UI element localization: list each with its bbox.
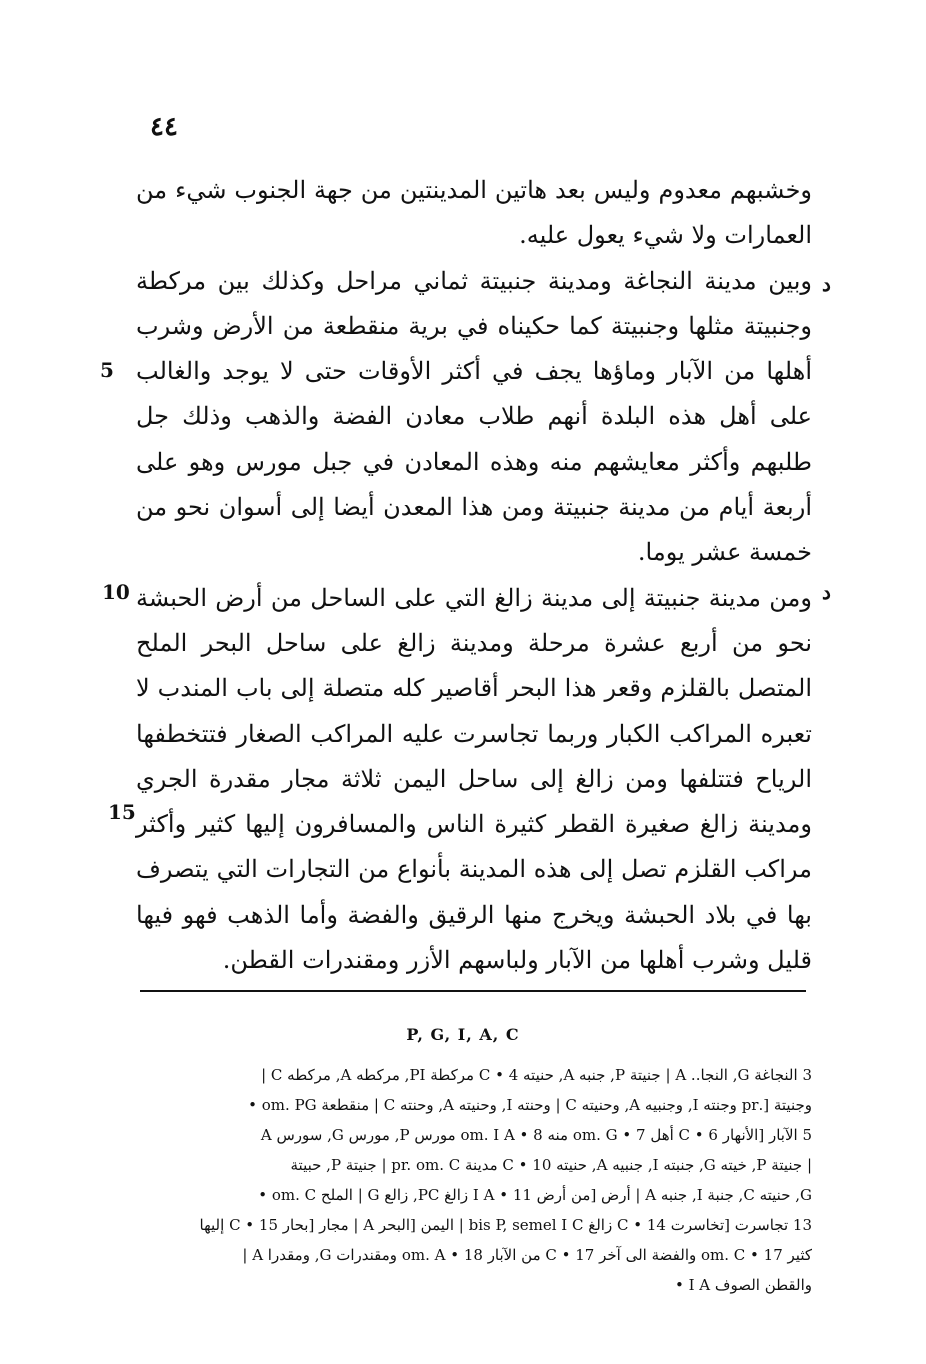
page-number: ٤٤: [150, 112, 178, 142]
line-number-10: 10: [102, 580, 130, 604]
apparatus-line: 3 النجاغة G, النجا.. A | جنيتة P, جنبه A, حنيته C • 4 مركطة PI, مركطه A, مركطه C |: [261, 1066, 812, 1084]
apparatus-line: كثير om. C • 17 والفضة الى آخر C • 17 من الآبار om. A • 18 ومقندرات G, ومقدرا A |: [242, 1246, 812, 1264]
critical-apparatus: [136, 1060, 812, 1300]
main-text: [136, 168, 812, 983]
manuscript-sigla: P, G, I, A, C: [406, 1025, 520, 1044]
apparatus-line: | جنيتة P, خيته G, جنبته I, جنبيه A, حنيته C • 10 مدينة pr. om. C | جنيتة P, حبيتة: [290, 1156, 812, 1174]
line-number-15: 15: [108, 800, 136, 824]
line-number-5: 5: [100, 358, 114, 382]
paragraph-mark: د: [822, 272, 831, 296]
footnote-separator: [140, 990, 806, 992]
apparatus-line: وجنيتة [.pr وجنته I, وجنبيه A, وحنيته C | وحنته I, وحنيته A, وحنته C | منقطعة om. PG •: [248, 1096, 812, 1114]
paragraph: ومن مدينة جنبيتة إلى مدينة زالغ التي على الساحل من أرض الحبشة نحو من أربع عشرة مرحلة ومدينة زالغ على ساحل البحر الملح المتصل بالقلزم وقعر هذا البحر أقاصير كله متصلة إلى باب المندب لا تعبره المراكب الكبار وربما تجاسرت عليه المراكب الصغار فتتخطفها الرياح فتتلفها ومن زالغ إلى ساحل اليمن ثلاثة مجار مقدرة الجري ومدينة زالغ صغيرة القطر كثيرة الناس والمسافرون إليها كثير وأكثر مراكب القلزم تصل إلى هذه المدينة بأنواع من التجارات التي يتصرف بها في بلاد الحبشة ويخرج منها الرقيق والفضة وأما الذهب فهو فيها قليل وشرب أهلها من الآبار ولباسهم الأزر ومقندرات القطن.: [136, 583, 812, 975]
apparatus-line: 5 الآبار [الأنهار C • 6 أهل om. G • 7 منه om. I A • 8 مورس P, مورس G, سورس A: [260, 1126, 812, 1144]
paragraph-mark: د: [822, 580, 831, 604]
apparatus-line: 13 تجاسرت [تخاسرت C • 14 زالغ bis P, semel I C | اليمن [البحر A | مجار [بحار C • 15 إليها: [199, 1216, 812, 1234]
apparatus-line: G, حنيته C, جنبة I, جنبه A | أرض [من أرض I A • 11 زالغ PC, زالع G | الملح om. C •: [258, 1186, 812, 1204]
apparatus-line: والقطن الصوف I A •: [674, 1276, 812, 1294]
paragraph: وبين مدينة النجاغة ومدينة جنبيتة ثماني مراحل وكذلك بين مركطة وجنبيتة مثلها وجنبيتة كما حكيناه في برية منقطعة من الأرض وشرب أهلها من الآبار وماؤها يجف في أكثر الأوقات حتى لا يوجد والغالب على أهل هذه البلدة أنهم طلاب معادن الفضة والذهب وذلك جل طلبهم وأكثر معايشهم منه وهذه المعادن في جبل مورس وهو على أربعة أيام من مدينة جنبيتة ومن هذا المعدن أيضا إلى أسوان نحو من خمسة عشر يوما.: [136, 266, 812, 567]
paragraph: وخشبهم معدوم وليس بعد هاتين المدينتين من جهة الجنوب شيء من العمارات ولا شيء يعول عليه.: [136, 176, 812, 250]
